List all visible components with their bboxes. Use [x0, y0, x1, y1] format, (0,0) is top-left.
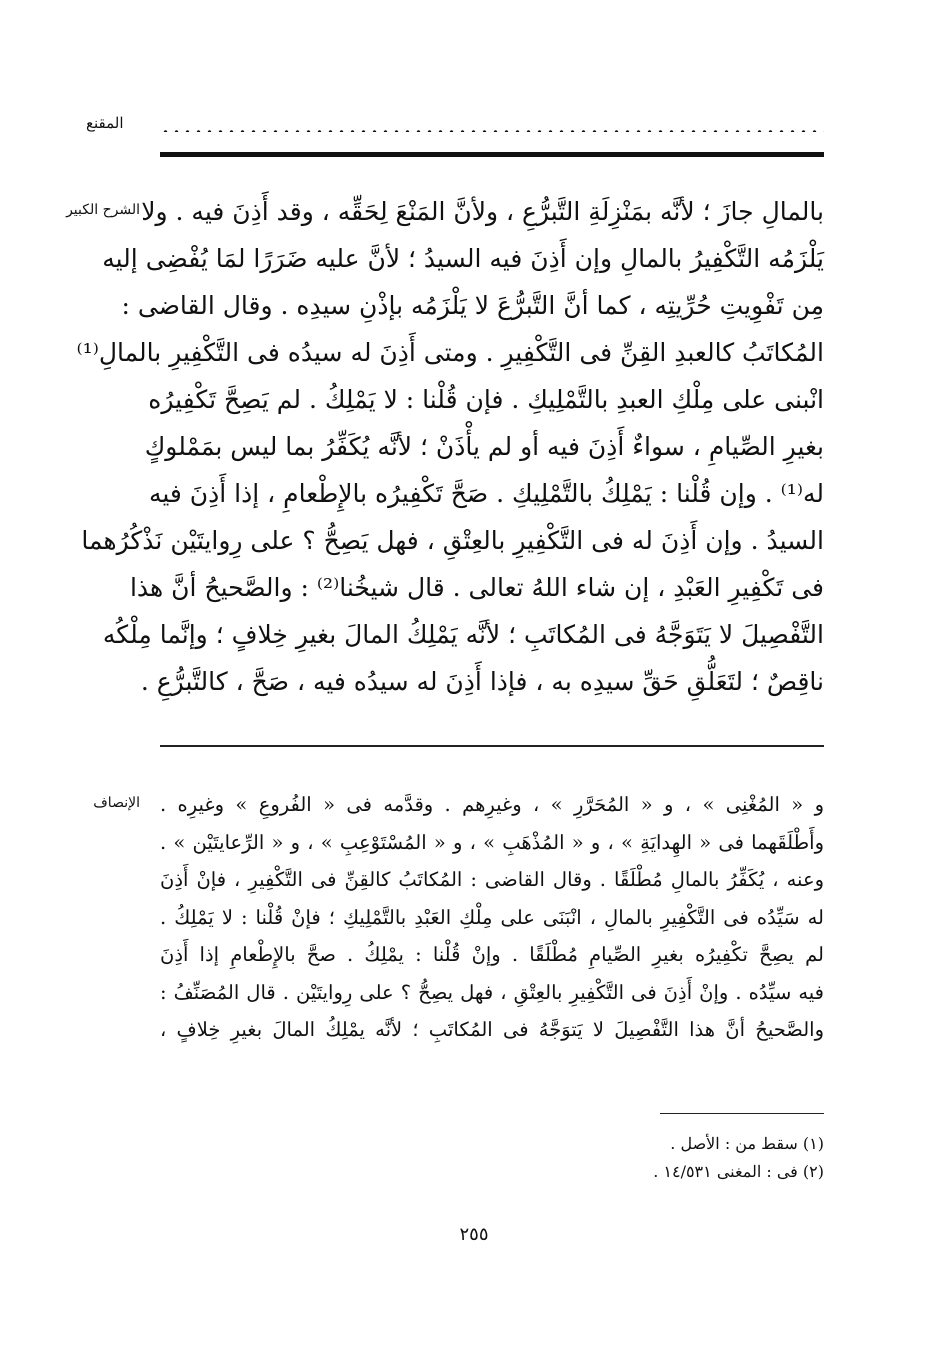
sharh-line: السيدُ . وإن أَذِنَ له فى التَّكْفِيرِ بالعِتْقِ ، فهل يَصِحُّ ؟ على رِوايتَيْن نَذْكُرُهما [81, 526, 824, 555]
footnote-1: (١) سقط من : الأصل . [670, 1134, 824, 1153]
insaf-line: لم يصِحَّ تكْفِيرُه بغيرِ الصِّيامِ مُطْلَقًا . وإنْ قُلْنا : يمْلِكُ . صحَّ بالإِطْعامِ إذا أَذِنَ [160, 943, 824, 966]
header-rule [160, 152, 824, 157]
sharh-line: بغيرِ الصِّيامِ ، سواءٌ أَذِنَ فيه أو لم يأْذَنْ ؛ لأنَّه يُكَفِّرُ بما ليس بمَمْلوكٍ [144, 432, 824, 461]
sharh-line: فى تَكْفِيرِ العَبْدِ ، إن شاء اللهُ تعالى . قال شيخُنا⁽²⁾ : والصَّحيحُ أنَّ هذا [129, 573, 824, 602]
insaf-line: وأَطْلَقَهما فى « الهِدايَةِ » ، و « المُذْهَبِ » ، و « المُسْتَوْعِبِ » ، و « الرِّعايتَيْن » . [160, 830, 824, 854]
insaf-line: والصَّحيحُ أنَّ هذا التَّفْصِيلَ لا يَتوَجَّهُ فى المُكاتَبِ ؛ لأنَّه يمْلِكُ المالَ بغيرِ خِلافٍ ، [160, 1018, 824, 1041]
insaf-line: و « المُغْنِى » ، و « المُحَرَّرِ » ، وغيرِهم . وقدَّمه فى « الفُروعِ » وغيرِه . [160, 793, 824, 816]
sharh-label: الشرح الكبير [66, 202, 140, 218]
sharh-line: انْبنى على مِلْكِ العبدِ بالتَّمْلِيكِ . فإن قُلْنا : لا يَمْلِكُ . لم يَصِحَّ تَكْفِيرُه [148, 385, 824, 414]
insaf-text [160, 786, 824, 1049]
sharh-line: المُكاتَبُ كالعبدِ القِنِّ فى التَّكْفِيرِ . ومتى أَذِنَ له سيدُه فى التَّكْفِيرِ بالمالِ⁽¹⁾ [76, 338, 824, 367]
footnote-2: (٢) فى : المغنى ١٤/٥٣١ . [653, 1162, 824, 1181]
sharh-line: له⁽¹⁾ . وإن قُلْنا : يَمْلِكُ بالتَّمْلِيكِ . صَحَّ تَكْفِيرُه بالإِطْعامِ ، إذا أَذِنَ فيه [148, 479, 824, 508]
sharh-line: التَّفْصِيلَ لا يَتَوَجَّهُ فى المُكاتَبِ ؛ لأنَّه يَمْلِكُ المالَ بغيرِ خِلافٍ ؛ وإنَّما مِلْكُه [102, 620, 824, 649]
dotted-leader [160, 112, 824, 132]
sharh-line: يَلْزَمُه التَّكْفِيرُ بالمالِ وإن أَذِنَ فيه السيدُ ؛ لأنَّ عليه ضَرَرًا لمَا يُفْضِى إليه [102, 244, 824, 273]
section-divider [160, 745, 824, 747]
sharh-line: ناقِصٌ ؛ لتَعَلُّقِ حَقِّ سيدِه به ، فإذا أَذِنَ له سيدُه فيه ، صَحَّ ، كالتَّبرُّعِ . [140, 667, 824, 696]
insaf-label: الإنصاف [93, 795, 140, 811]
insaf-line: له سَيِّدُه فى التَّكْفِيرِ بالمالِ ، انْبَنَى على مِلْكِ العَبْدِ بالتَّمْلِيكِ ؛ فإنْ قُلْنا : لا يَمْلِكُ . [160, 905, 824, 929]
footnotes [560, 1130, 824, 1186]
page-number: ٢٥٥ [459, 1224, 489, 1245]
sharh-line: بالمالِ جازَ ؛ لأنَّه بمَنْزِلَةِ التَّبرُّعِ ، ولأنَّ المَنْعَ لِحَقِّه ، وقد أَذِنَ فيه . ولا [141, 197, 824, 226]
sharh-line: مِن تَفْوِيتِ حُرِّيتِه ، كما أنَّ التَّبرُّعَ لا يَلْزَمُه بإذْنِ سيدِه . وقال القاضى : [121, 291, 824, 320]
insaf-line: وعنه ، يُكَفِّرُ بالمالِ مُطْلَقًا . وقال القاضى : المُكاتَبُ كالقِنِّ فى التَّكْفِيرِ ، فإنْ أَذِنَ [160, 868, 824, 891]
insaf-line: فيه سيِّدُه . وإنْ أَذِنَ فى التَّكْفِيرِ بالعِتْقِ ، فهل يصِحُّ ؟ على رِوايتَيْن . قال المُصَنِّفُ : [160, 980, 824, 1004]
footnote-rule [660, 1113, 824, 1114]
running-title: المقنع [86, 114, 124, 132]
